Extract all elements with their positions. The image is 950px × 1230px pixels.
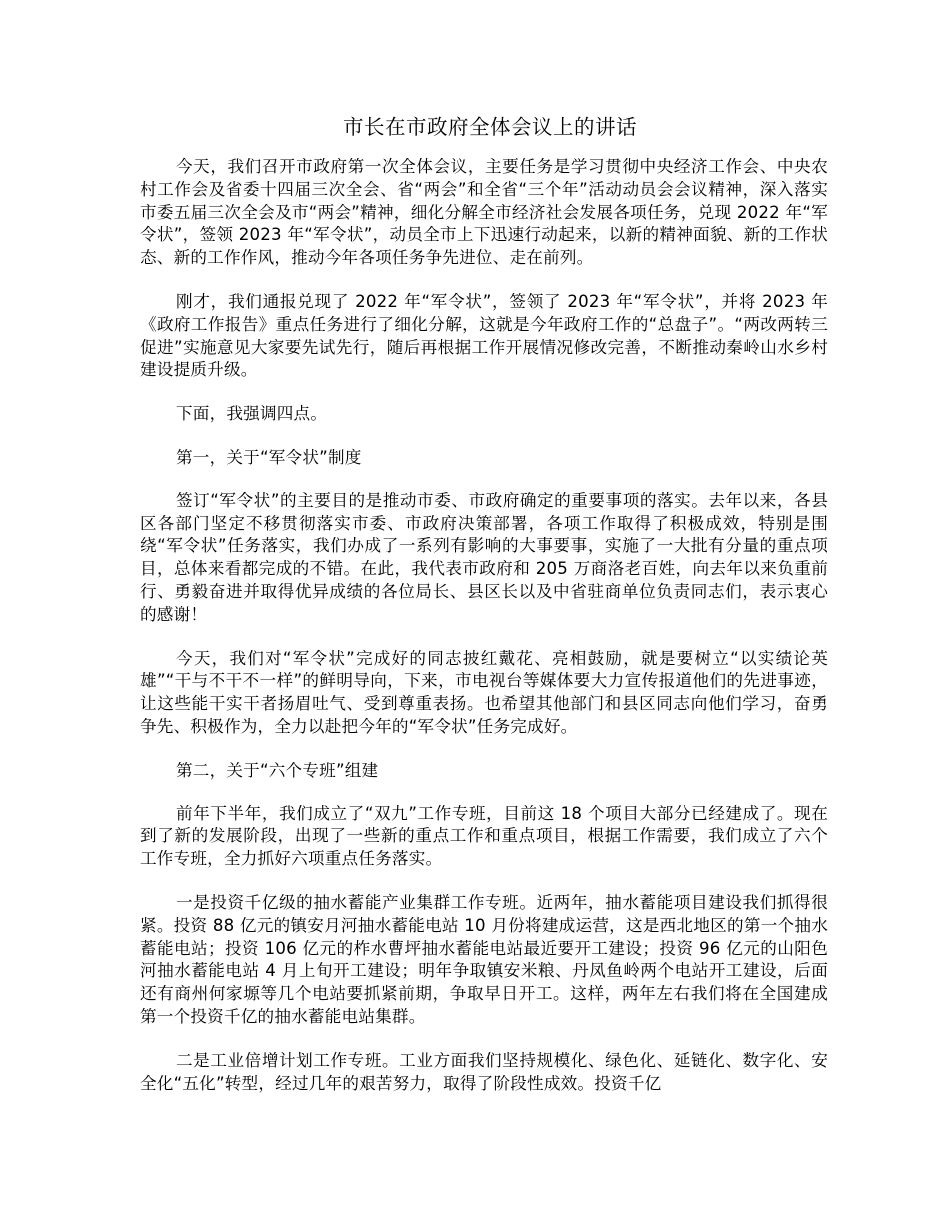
paragraph-military-order-purpose: 签订“军令状”的主要目的是推动市委、市政府确定的重要事项的落实。去年以来，各县区各部门坚定不移贯彻落实市委、市政府决策部署，各项工作取得了积极成效，特别是围绕“军令状”任务落实，我们办成了一系列有影响的大事要事，实施了一大批有分量的重点项目，总体来看都完成的不错。在此，我代表市政府和 205 万商洛老百姓，向去年以来负重前行、勇毅奋进并取得优异成绩的各位局长、县区长以及中省驻商单位负责同志们，表示衷心的感谢！ [140,490,828,624]
paragraph-commendation: 今天，我们对“军令状”完成好的同志披红戴花、亮相鼓励，就是要树立“以实绩论英雄”“干与不干不一样”的鲜明导向，下来，市电视台等媒体要大力宣传报道他们的先进事迹，让这些能干实干者扬眉吐气、受到尊重表扬。也希望其他部门和县区同志向他们学习，奋勇争先、积极作为，全力以赴把今年的“军令状”任务完成好。 [140,648,828,736]
paragraph-pumped-storage: 一是投资千亿级的抽水蓄能产业集群工作专班。近两年，抽水蓄能项目建设我们抓得很紧。投资 88 亿元的镇安月河抽水蓄能电站 10 月份将建成运营，这是西北地区的第一个抽水蓄能电站；投资 106 亿元的柞水曹坪抽水蓄能电站最近要开工建设；投资 96 亿元的山阳色河抽水蓄能电站 4 月上旬开工建设；明年争取镇安米粮、丹凤鱼岭两个电站开工建设，后面还有商州何家塬等几个电站要抓紧前期，争取早日开工。这样，两年左右我们将在全国建成第一个投资千亿的抽水蓄能电站集群。 [140,892,828,1026]
paragraph-industry-doubling: 二是工业倍增计划工作专班。工业方面我们坚持规模化、绿色化、延链化、数字化、安全化“五化”转型，经过几年的艰苦努力，取得了阶段性成效。投资千亿 [140,1050,828,1093]
document-title: 市长在市政府全体会议上的讲话 [343,115,637,139]
paragraph-opening: 今天，我们召开市政府第一次全体会议，主要任务是学习贯彻中央经济工作会、中央农村工作会及省委十四届三次全会、省“两会”和全省“三个年”活动动员会会议精神，深入落实市委五届三次全会及市“两会”精神，细化分解全市经济社会发展各项任务，兑现 2022 年“军令状”，签领 2023 年“军令状”，动员全市上下迅速行动起来，以新的精神面貌、新的工作状态、新的工作作风，推动今年各项任务争先进位、走在前列。 [140,157,828,268]
paragraph-task-forces-intro: 前年下半年，我们成立了“双九”工作专班，目前这 18 个项目大部分已经建成了。现在到了新的发展阶段，出现了一些新的重点工作和重点项目，根据工作需要，我们成立了六个工作专班，全力抓好六项重点任务落实。 [140,803,828,869]
paragraph-military-order-report: 刚才，我们通报兑现了 2022 年“军令状”，签领了 2023 年“军令状”，并将 2023 年《政府工作报告》重点任务进行了细化分解，这就是今年政府工作的“总盘子”。“两改两转三促进”实施意见大家要先试先行，随后再根据工作开展情况修改完善，不断推动秦岭山水乡村建设提质升级。 [140,291,828,380]
paragraph-four-points-intro: 下面，我强调四点。 [176,404,328,424]
section-heading-six-task-forces: 第二，关于“六个专班”组建 [176,760,379,780]
section-heading-military-order: 第一，关于“军令状”制度 [176,447,362,467]
